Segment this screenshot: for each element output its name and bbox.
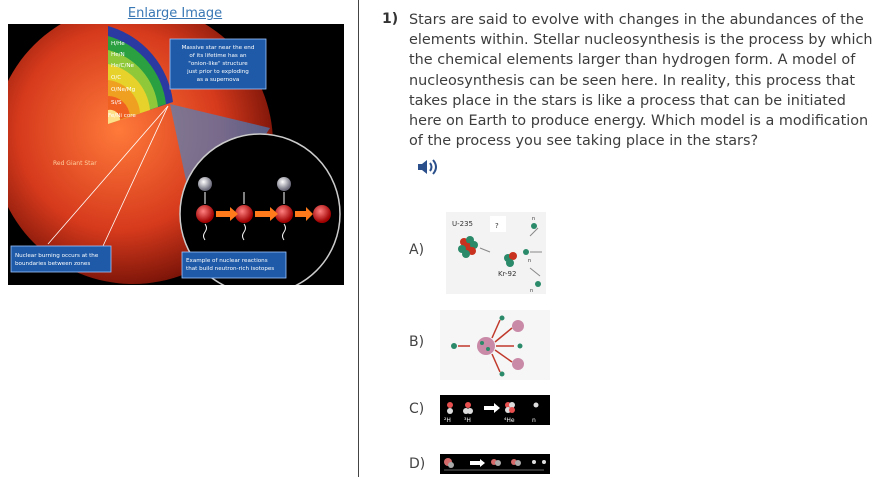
callout-top — [170, 39, 266, 89]
svg-text:Si/S: Si/S — [111, 100, 122, 106]
callout-left — [11, 246, 111, 272]
svg-text:Example of nuclear reactions: Example of nuclear reactions — [186, 258, 268, 264]
question-number: 1) — [382, 11, 399, 27]
speaker-icon[interactable] — [416, 157, 440, 177]
svg-text:⁴He: ⁴He — [504, 417, 515, 424]
choice-b-label[interactable]: B) — [409, 334, 425, 350]
choice-c-label[interactable]: C) — [409, 401, 425, 417]
question-pane — [360, 0, 880, 477]
enlarge-image-link[interactable]: Enlarge Image — [127, 6, 223, 21]
pane-divider — [358, 0, 359, 477]
svg-text:U-235: U-235 — [452, 220, 474, 228]
svg-text:n: n — [528, 258, 532, 264]
choice-d-label[interactable]: D) — [409, 456, 426, 472]
choice-a-label[interactable]: A) — [409, 242, 425, 258]
svg-text:Fe/Ni core: Fe/Ni core — [108, 113, 136, 119]
question-text: Stars are said to evolve with changes in the abundances of the elements within. Stellar nucleosynthesis is the process by which the chemical elements larger than hydrogen form. A model of nucleosynthesis can be seen here. In reality, this process that takes place in the stars is like a process that can be initiated here on Earth to produce energy. Which model is a modification of the process you see taking place in the stars? — [409, 12, 873, 150]
callout-right — [182, 252, 286, 278]
svg-text:³H: ³H — [464, 417, 471, 424]
choice-d-image[interactable] — [440, 454, 550, 474]
svg-text:boundaries between zones: boundaries between zones — [15, 261, 91, 267]
star-diagram — [8, 24, 344, 285]
svg-text:He/C/Ne: He/C/Ne — [111, 63, 134, 69]
svg-text:"onion-like" structure: "onion-like" structure — [188, 61, 248, 67]
svg-text:of its lifetime has an: of its lifetime has an — [189, 53, 247, 59]
svg-text:O/C: O/C — [111, 75, 122, 81]
svg-text:He/N: He/N — [111, 52, 125, 58]
svg-text:Kr-92: Kr-92 — [498, 270, 517, 278]
red-giant-label: Red Giant Star — [53, 160, 97, 167]
svg-text:H/He: H/He — [111, 41, 125, 47]
stellar-nucleosynthesis-figure — [8, 24, 344, 285]
svg-text:Nuclear burning occurs at the: Nuclear burning occurs at the — [15, 253, 99, 259]
svg-text:just prior to exploding: just prior to exploding — [187, 69, 249, 75]
svg-text:?: ? — [495, 222, 499, 230]
svg-text:Massive star near the end: Massive star near the end — [181, 45, 255, 51]
choice-b-image[interactable] — [440, 310, 550, 380]
svg-text:that build neutron-rich isotop: that build neutron-rich isotopes — [186, 266, 275, 272]
svg-text:n: n — [532, 417, 536, 424]
svg-text:n: n — [530, 288, 534, 294]
svg-text:n: n — [532, 216, 536, 222]
svg-text:²H: ²H — [444, 417, 451, 424]
svg-text:as a supernova: as a supernova — [196, 77, 240, 83]
svg-text:O/Ne/Mg: O/Ne/Mg — [111, 87, 136, 93]
choice-c-image[interactable] — [440, 395, 550, 425]
choice-a-image[interactable] — [446, 212, 546, 294]
image-pane — [0, 0, 358, 477]
